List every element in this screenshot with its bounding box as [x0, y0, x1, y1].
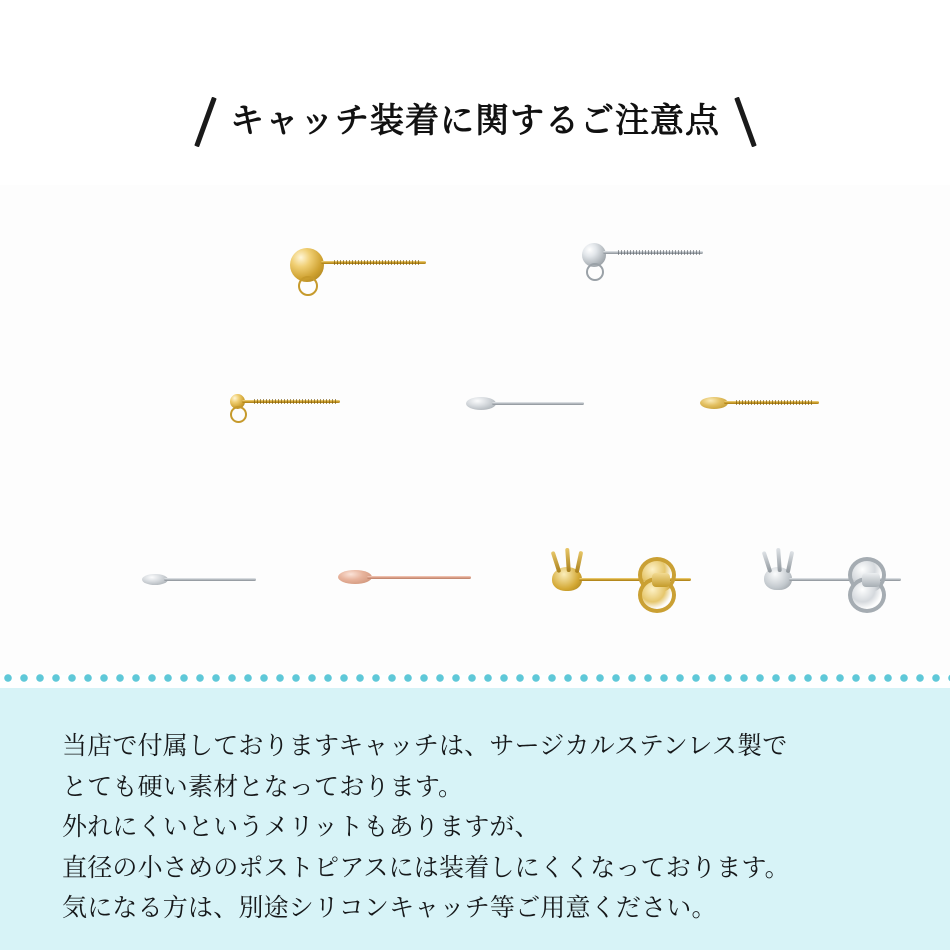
page-title: キャッチ装着に関するご注意点 — [230, 102, 720, 141]
prong-claw — [786, 551, 794, 573]
note-panel — [0, 688, 950, 950]
ball-post-with-loop-gold — [290, 240, 430, 300]
flat-pad-post-gold — [700, 393, 820, 423]
post-thread-texture — [254, 399, 336, 404]
post-thread-texture — [618, 250, 700, 255]
loop-ring-icon — [298, 276, 318, 296]
note-line: 当店で付属しておりますキャッチは、サージカルステンレス製で — [62, 732, 788, 760]
slash-right-icon — [734, 96, 756, 148]
note-line: 直径の小さめのポストピアスには装着しにくくなっております。 — [62, 853, 790, 882]
note-line: とても硬い素材となっております。 — [62, 772, 464, 801]
catch-body — [652, 573, 670, 587]
flat-pad-post-silver-small — [142, 570, 262, 600]
loop-ring-icon — [586, 263, 604, 281]
product-photo-area — [0, 185, 950, 675]
note-line: 気になる方は、別途シリコンキャッチ等ご用意ください。 — [62, 894, 717, 922]
post-needle — [164, 578, 256, 581]
ball-post-with-loop-silver — [582, 235, 712, 293]
dotted-divider-top — [0, 673, 950, 683]
prong-claw — [762, 551, 773, 573]
prong-claw — [575, 551, 583, 573]
prong-claw — [551, 551, 562, 573]
note-line: 外れにくいというメリットもありますが、 — [62, 813, 540, 841]
prong-post-with-catch-gold — [548, 545, 718, 610]
slash-left-icon — [194, 96, 216, 148]
flat-pad-post-silver — [466, 393, 586, 423]
flat-pad-post-rose-gold — [338, 565, 473, 599]
prong-claw — [776, 548, 782, 572]
title-row — [194, 96, 756, 148]
small-loop-post-gold — [228, 390, 348, 426]
prong-claw — [565, 548, 571, 572]
post-needle — [367, 576, 471, 579]
dotted-line — [0, 673, 950, 683]
post-thread-texture — [736, 400, 814, 405]
note-text-block — [62, 726, 902, 929]
post-thread-texture — [334, 260, 420, 265]
title-area — [0, 96, 950, 153]
post-needle — [492, 402, 584, 405]
prong-post-with-catch-silver — [760, 545, 930, 610]
loop-ring-icon — [230, 406, 247, 423]
catch-body — [862, 573, 880, 587]
